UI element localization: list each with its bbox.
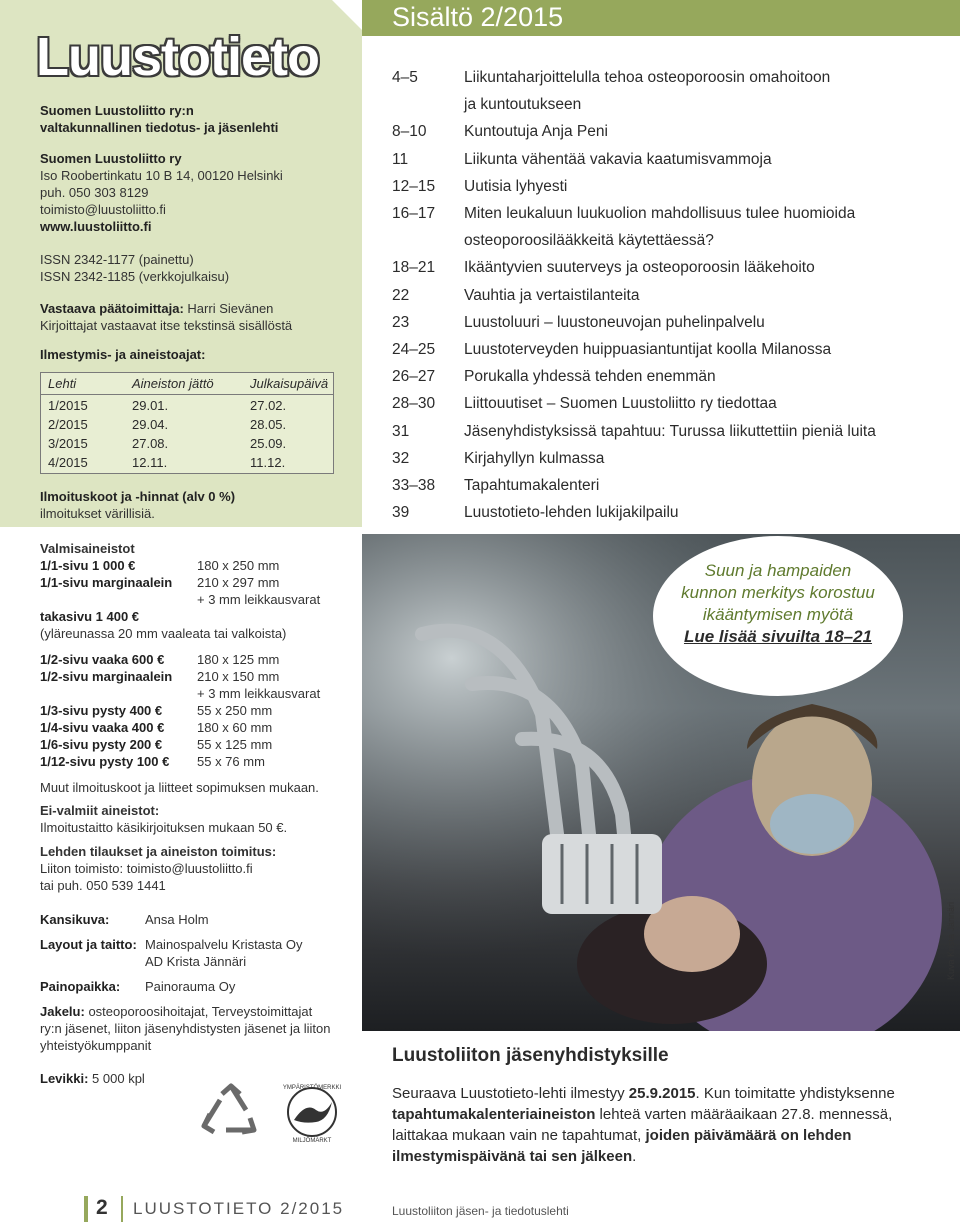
schedule-label: Ilmestymis- ja aineistoajat: — [40, 347, 206, 362]
toc-item[interactable]: 31 Jäsenyhdistyksissä tapahtuu: Turussa liikuttettiin pieniä luita — [392, 422, 876, 440]
table-row: 4/2015 12.11. 11.12. — [48, 455, 286, 470]
magazine-name: LUUSTOTIETO 2/2015 — [133, 1199, 345, 1218]
other-sizes: Muut ilmoituskoot ja liitteet sopimuksen mukaan. — [40, 780, 319, 795]
ei-valmiit-label: Ei-valmiit aineistot: — [40, 803, 160, 818]
ad-row: 1/6-sivu pysty 200 € 55 x 125 mm — [40, 737, 273, 752]
page-number: 2 — [96, 1196, 108, 1219]
order-text1: Liiton toimisto: toimisto@luustoliitto.fi — [40, 861, 253, 876]
ad-row: 1/2-sivu vaaka 600 € 180 x 125 mm — [40, 652, 280, 667]
toc-item[interactable]: 23 Luustoluuri – luustoneuvojan puhelinpalvelu — [392, 313, 765, 331]
publisher-line1: Suomen Luustoliitto ry:n — [40, 103, 194, 118]
ad-row: 1/3-sivu pysty 400 € 55 x 250 mm — [40, 703, 273, 718]
issn-web: ISSN 2342-1185 (verkkojulkaisu) — [40, 269, 230, 284]
footer-divider — [121, 1196, 123, 1222]
ad-row: 1/4-sivu vaaka 400 € 180 x 60 mm — [40, 720, 273, 735]
toc-title: Sisältö 2/2015 — [392, 2, 564, 32]
website[interactable]: www.luustoliitto.fi — [40, 219, 152, 234]
callout-text[interactable]: Suun ja hampaiden kunnon merkitys korostuu ikääntymisen myötä Lue lisää sivuilta 18–21 — [653, 560, 903, 648]
toc-item[interactable]: osteoporoosilääkkeitä käytettäessä? — [464, 232, 714, 250]
disclaimer: Kirjoittajat vastaavat itse tekstinsä sisällöstä — [40, 318, 293, 333]
table-row: 1/2015 29.01. 27.02. — [48, 398, 287, 413]
publisher-block — [40, 102, 278, 136]
callout-link[interactable]: Lue lisää sivuilta 18–21 — [683, 627, 873, 646]
ad-row: + 3 mm leikkausvarat — [197, 592, 321, 607]
distribution: Jakelu: osteoporoosihoitajat, Terveystoimittajat ry:n jäsenet, liiton jäsenyhdistysten jäsenet ja liiton yhteistyökumppanit — [40, 1004, 331, 1053]
toc-item[interactable]: 33–38 Tapahtumakalenteri — [392, 477, 600, 495]
toc-item[interactable]: 22 Vauhtia ja vertaistilanteita — [392, 286, 640, 304]
phone: puh. 050 303 8129 — [40, 185, 149, 200]
ad-row: + 3 mm leikkausvarat — [197, 686, 321, 701]
nordic-swan-icon — [280, 1080, 344, 1144]
toc-item[interactable]: 39 Luustotieto-lehden lukijakilpailu — [392, 504, 679, 522]
org-name: Suomen Luustoliitto ry — [40, 151, 182, 166]
svg-text:YMPÄRISTÖMERKKI: YMPÄRISTÖMERKKI — [282, 1085, 342, 1091]
ei-valmiit-text: Ilmoitustaitto käsikirjoituksen mukaan 50 €. — [40, 820, 288, 835]
toc-item[interactable]: 28–30 Liittouutiset – Suomen Luustoliitto ry tiedottaa — [392, 395, 777, 413]
footer-divider — [84, 1196, 88, 1222]
toc-item[interactable]: ja kuntoutukseen — [464, 96, 582, 114]
contact-block — [40, 150, 283, 235]
toc-item[interactable]: 8–10 Kuntoutuja Anja Peni — [392, 123, 608, 141]
ready-material-label: Valmisaineistot — [40, 541, 135, 556]
ad-row: takasivu 1 400 € — [40, 609, 140, 624]
news-title: Luustoliiton jäsenyhdistyksille — [392, 1045, 669, 1066]
toc-item[interactable]: 18–21 Ikääntyvien suuterveys ja osteoporoosin lääkehoito — [392, 259, 815, 277]
toc-item[interactable]: 26–27 Porukalla yhdessä tehden enemmän — [392, 368, 716, 386]
table-row: 3/2015 27.08. 25.09. — [48, 436, 287, 451]
ad-row: (yläreunassa 20 mm vaaleata tai valkoista) — [40, 626, 287, 641]
logo: Luustotieto — [36, 27, 319, 87]
recycle-icon — [200, 1082, 262, 1142]
publisher-line2: valtakunnallinen tiedotus- ja jäsenlehti — [40, 120, 279, 135]
ads-heading: Ilmoituskoot ja -hinnat (alv 0 %) ilmoitukset värillisiä. — [40, 489, 236, 521]
svg-text:MILJÖMÄRKT: MILJÖMÄRKT — [292, 1138, 332, 1144]
ad-row: 1/12-sivu pysty 100 € 55 x 76 mm — [40, 754, 265, 769]
issn-print: ISSN 2342-1177 (painettu) — [40, 252, 194, 267]
cover-credit: Kansikuva: Ansa Holm — [40, 912, 209, 927]
order-label: Lehden tilaukset ja aineiston toimitus: — [40, 844, 277, 859]
photo-credit: Kuva Krista Jännäri — [946, 901, 956, 980]
magazine-subtitle: Luustoliiton jäsen- ja tiedotuslehti — [392, 1204, 569, 1218]
ad-row: 1/1-sivu marginaalein 210 x 297 mm — [40, 575, 280, 590]
ad-prices — [40, 540, 360, 894]
table-of-contents — [392, 64, 932, 526]
table-row: 2/2015 29.04. 28.05. — [48, 417, 287, 432]
toc-item[interactable]: 24–25 Luustoterveyden huippuasiantuntijat koolla Milanossa — [392, 341, 832, 359]
layout-credit: Layout ja taitto: Mainospalvelu Kristasta Oy AD Krista Jännäri — [40, 937, 303, 969]
editor-block — [40, 300, 292, 334]
ad-row: 1/1-sivu 1 000 € 180 x 250 mm — [40, 558, 280, 573]
issn-block — [40, 251, 229, 285]
ad-row: 1/2-sivu marginaalein 210 x 150 mm — [40, 669, 280, 684]
toc-item[interactable]: 4–5 Liikuntaharjoittelulla tehoa osteoporoosin omahoitoon — [392, 69, 831, 86]
editor-label: Vastaava päätoimittaja: — [40, 301, 184, 316]
order-text2: tai puh. 050 539 1441 — [40, 878, 166, 893]
news-body: Seuraava Luustotieto-lehti ilmestyy 25.9.2015. Kun toimitatte yhdistyksenne tapahtumakalenteriaineiston lehteä varten määräaikaan 27.8. mennessä, laittakaa mukaan vain ne tapahtumat, joiden päivämäärä on lehden ilmestymispäivänä tai sen jälkeen. — [392, 1085, 895, 1165]
schedule-header: Lehti Aineiston jättö Julkaisupäivä — [48, 376, 329, 391]
toc-item[interactable]: 16–17 Miten leukaluun luukuolion mahdollisuus tulee huomioida — [392, 205, 856, 223]
email[interactable]: toimisto@luustoliitto.fi — [40, 202, 166, 217]
circulation: Levikki: 5 000 kpl — [40, 1071, 145, 1086]
editor-name: Harri Sievänen — [187, 301, 274, 316]
address: Iso Roobertinkatu 10 B 14, 00120 Helsinki — [40, 168, 283, 183]
schedule-table — [40, 372, 334, 474]
toc-item[interactable]: 12–15 Uutisia lyhyesti — [392, 177, 568, 195]
toc-item[interactable]: 11 Liikunta vähentää vakavia kaatumisvammoja — [392, 150, 772, 168]
print-credit: Painopaikka: Painorauma Oy — [40, 979, 236, 994]
toc-item[interactable]: 32 Kirjahyllyn kulmassa — [392, 449, 605, 467]
